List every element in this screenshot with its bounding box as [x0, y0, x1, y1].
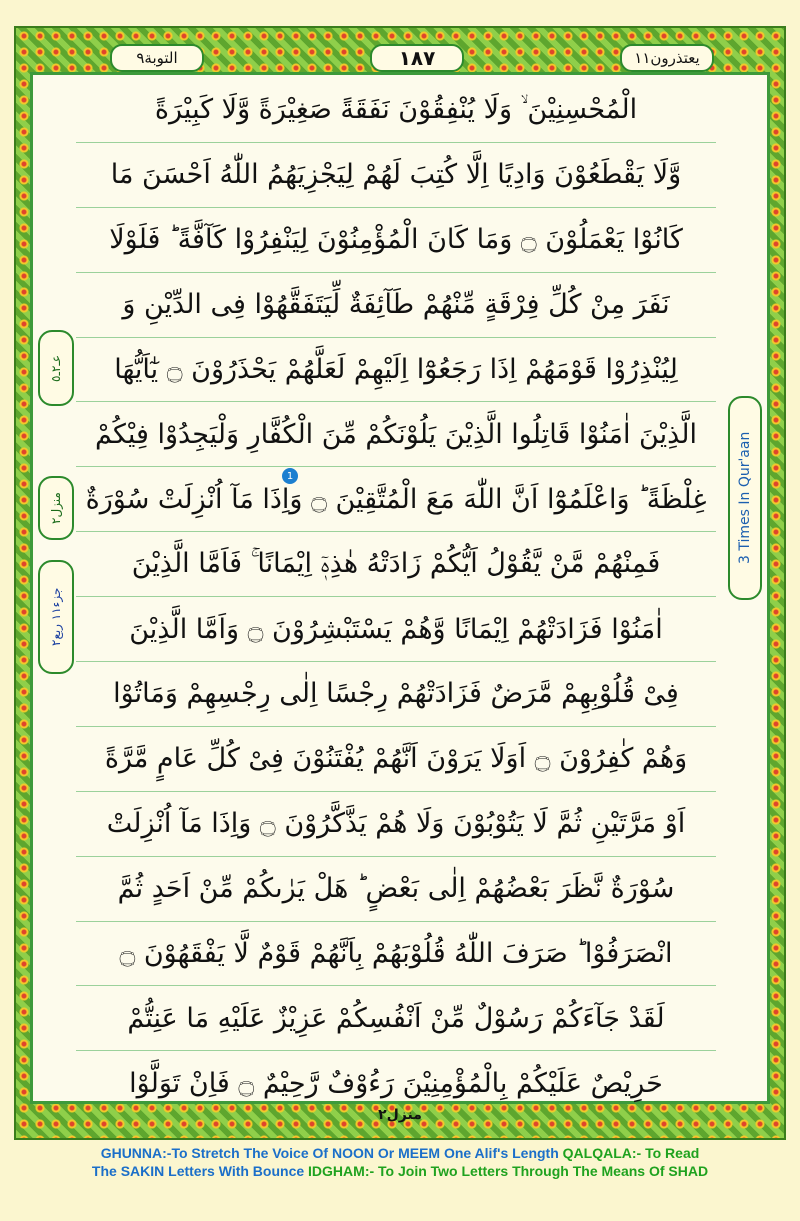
bottom-manzil-label: منزل٢: [378, 1107, 422, 1123]
verse-line-12: اَوْ مَرَّتَيْنِ ثُمَّ لَا يَتُوْبُوْنَ وَلَا هُمْ يَذَّكَّرُوْنَ ۝ وَاِذَا مَآ اُنْزِلَتْ: [76, 792, 716, 857]
legend-line-2: [20, 1162, 780, 1180]
verse-line-7: غِلْظَةً ؕ وَاعْلَمُوْٓا اَنَّ اللّٰهَ مَعَ الْمُتَّقِيْنَ ۝ وَاِذَا مَآ اُنْزِلَتْ سُوْرَةٌ: [76, 467, 716, 532]
verse-line-5: لِيُنْذِرُوْا قَوْمَهُمْ اِذَا رَجَعُوْٓا اِلَيْهِمْ لَعَلَّهُمْ يَحْذَرُوْنَ ۝ يٰٓاَيُّهَا: [76, 338, 716, 403]
qalqala-note-cont: The SAKIN Letters With Bounce: [91, 1163, 305, 1179]
idgham-note: IDGHAM:- To Join Two Letters Through The Means Of SHAD: [308, 1163, 709, 1179]
qalqala-note: QALQALA:- To Read: [562, 1145, 700, 1161]
repetition-note: 3 Times In Qur'aan: [728, 396, 762, 600]
marker-badge: 1: [282, 468, 298, 484]
legend-line-1: [20, 1144, 780, 1162]
manzil-marker: منزل٢: [38, 476, 74, 540]
verse-line-4: نَفَرَ مِنْ كُلِّ فِرْقَةٍ مِّنْهُمْ طَآئِفَةٌ لِّيَتَفَقَّهُوْا فِى الدِّيْنِ وَ: [76, 273, 716, 338]
surah-name-label: التوبة٩: [110, 44, 204, 72]
verse-line-15: لَقَدْ جَآءَكُمْ رَسُوْلٌ مِّنْ اَنْفُسِكُمْ عَزِيْزٌ عَلَيْهِ مَا عَنِتُّمْ: [76, 986, 716, 1051]
page-header: [40, 40, 760, 72]
page-number: ١٨٧: [370, 44, 464, 72]
verse-lines: [76, 78, 716, 1116]
juz-quarter-marker: جزء١١ ربع٢: [38, 560, 74, 674]
verse-line-13: سُوْرَةٌ نَّظَرَ بَعْضُهُمْ اِلٰى بَعْضٍ ؕ هَلْ يَرٰىكُمْ مِّنْ اَحَدٍ ثُمَّ: [76, 857, 716, 922]
verse-line-16: حَرِيْصٌ عَلَيْكُمْ بِالْمُؤْمِنِيْنَ رَءُوْفٌ رَّحِيْمٌ ۝ فَاِنْ تَوَلَّوْا: [129, 1068, 663, 1100]
tajweed-legend: [20, 1144, 780, 1180]
ghunna-note: GHUNNA:-To Stretch The Voice Of NOON Or MEEM One Alif's Length: [100, 1145, 559, 1161]
verse-line-9: اٰمَنُوْا فَزَادَتْهُمْ اِيْمَانًا وَّهُمْ يَسْتَبْشِرُوْنَ ۝ وَاَمَّا الَّذِيْنَ: [76, 597, 716, 662]
verse-line-11: وَهُمْ كٰفِرُوْنَ ۝ اَوَلَا يَرَوْنَ اَنَّهُمْ يُفْتَنُوْنَ فِىْ كُلِّ عَامٍ مَّرَّةً: [76, 727, 716, 792]
ruku-marker: عـ٢ـ٥: [38, 330, 74, 406]
verse-line-2: وَّلَا يَقْطَعُوْنَ وَادِيًا اِلَّا كُتِبَ لَهُمْ لِيَجْزِيَهُمُ اللّٰهُ اَحْسَنَ مَا: [76, 143, 716, 208]
juz-name-label: يعتذرون١١: [620, 44, 714, 72]
verse-line-1: الْمُحْسِنِيْنَ ۙ وَلَا يُنْفِقُوْنَ نَفَقَةً صَغِيْرَةً وَّلَا كَبِيْرَةً: [76, 78, 716, 143]
verse-line-10: فِىْ قُلُوْبِهِمْ مَّرَضٌ فَزَادَتْهُمْ رِجْسًا اِلٰى رِجْسِهِمْ وَمَاتُوْا: [76, 662, 716, 727]
verse-line-6: الَّذِيْنَ اٰمَنُوْا قَاتِلُوا الَّذِيْنَ يَلُوْنَكُمْ مِّنَ الْكُفَّارِ وَلْيَجِدُوْا فِيْكُمْ: [76, 402, 716, 467]
verse-line-8: فَمِنْهُمْ مَّنْ يَّقُوْلُ اَيُّكُمْ زَادَتْهُ هٰذِهٖٓ اِيْمَانًا ۚ فَاَمَّا الَّذِيْنَ: [76, 532, 716, 597]
verse-line-14: انْصَرَفُوْا ؕ صَرَفَ اللّٰهُ قُلُوْبَهُمْ بِاَنَّهُمْ قَوْمٌ لَّا يَفْقَهُوْنَ ۝: [76, 922, 716, 987]
verse-line-3: كَانُوْا يَعْمَلُوْنَ ۝ وَمَا كَانَ الْمُؤْمِنُوْنَ لِيَنْفِرُوْا كَآفَّةً ؕ فَلَوْلَا: [76, 208, 716, 273]
